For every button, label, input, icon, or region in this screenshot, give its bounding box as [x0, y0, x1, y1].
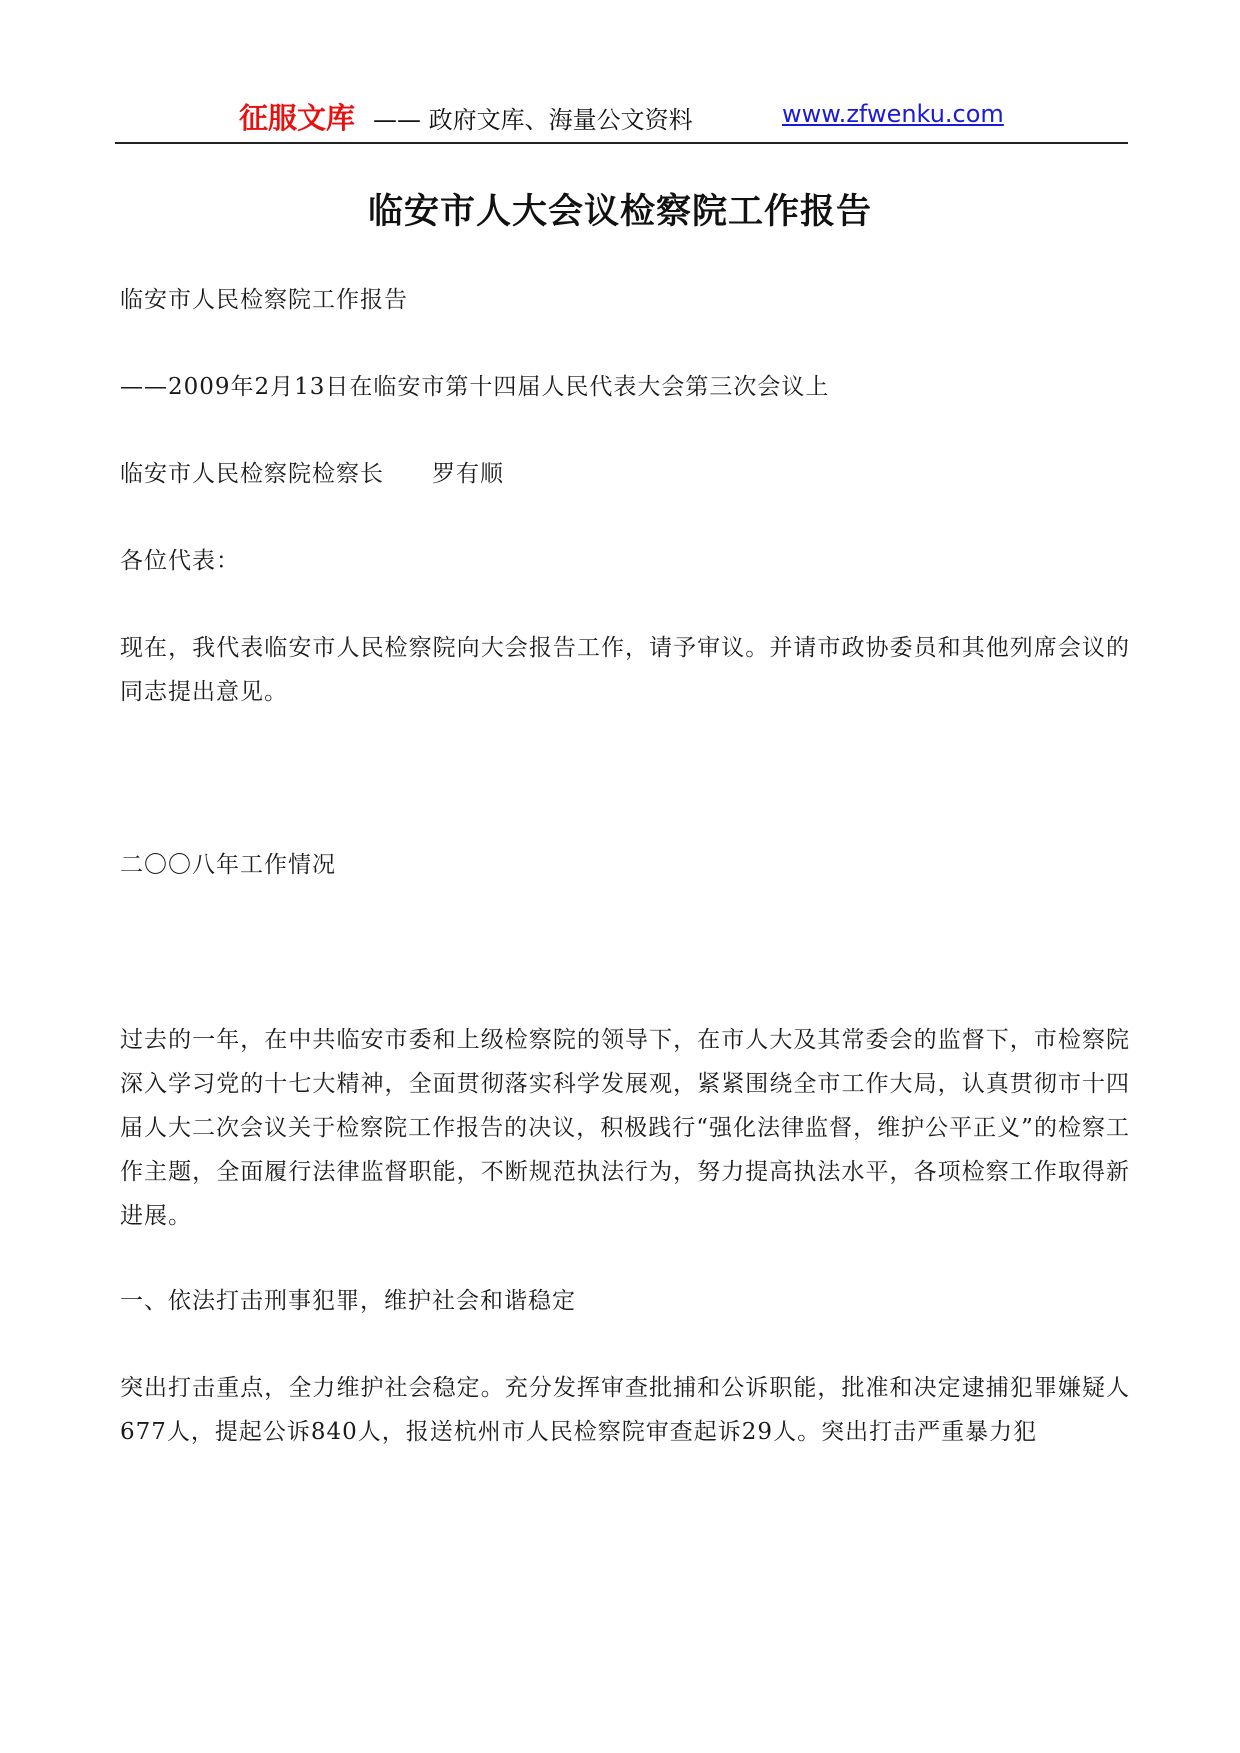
overview-paragraph: 过去的一年，在中共临安市委和上级检察院的领导下，在市人大及其常委会的监督下，市检察院深入学习党的十七大精神，全面贯彻落实科学发展观，紧紧围绕全市工作大局，认真贯彻市十四届人大二次会议关于检察院工作报告的决议，积极践行“强化法律监督，维护公平正义”的检察工作主题，全面履行法律监督职能，不断规范执法行为，努力提高执法水平，各项检察工作取得新进展。: [120, 1027, 1130, 1229]
report-subtitle: 临安市人民检察院工作报告: [120, 287, 408, 313]
brand-logo-text: 征服文库: [239, 101, 356, 135]
meeting-date-line: ——2009年2月13日在临安市第十四届人民代表大会第三次会议上: [120, 374, 830, 400]
section-heading-one: 一、依法打击刑事犯罪，维护社会和谐稳定: [120, 1288, 576, 1314]
intro-paragraph: 现在，我代表临安市人民检察院向大会报告工作，请予审议。并请市政协委员和其他列席会议的同志提出意见。: [120, 635, 1130, 705]
document-title: 临安市人大会议检察院工作报告: [367, 192, 872, 232]
speaker-line: 临安市人民检察院检察长 罗有顺: [120, 461, 504, 487]
body-paragraph: 突出打击重点，全力维护社会稳定。充分发挥审查批捕和公诉职能，批准和决定逮捕犯罪嫌疑人677人，提起公诉840人，报送杭州市人民检察院审查起诉29人。突出打击严重暴力犯: [120, 1375, 1130, 1445]
website-link[interactable]: www.zfwenku.com: [782, 100, 1004, 128]
page-header: [115, 92, 1128, 144]
header-tagline: —— 政府文库、海量公文资料: [373, 106, 693, 134]
salutation: 各位代表：: [120, 548, 240, 574]
section-heading-2008: 二〇〇八年工作情况: [120, 852, 336, 878]
